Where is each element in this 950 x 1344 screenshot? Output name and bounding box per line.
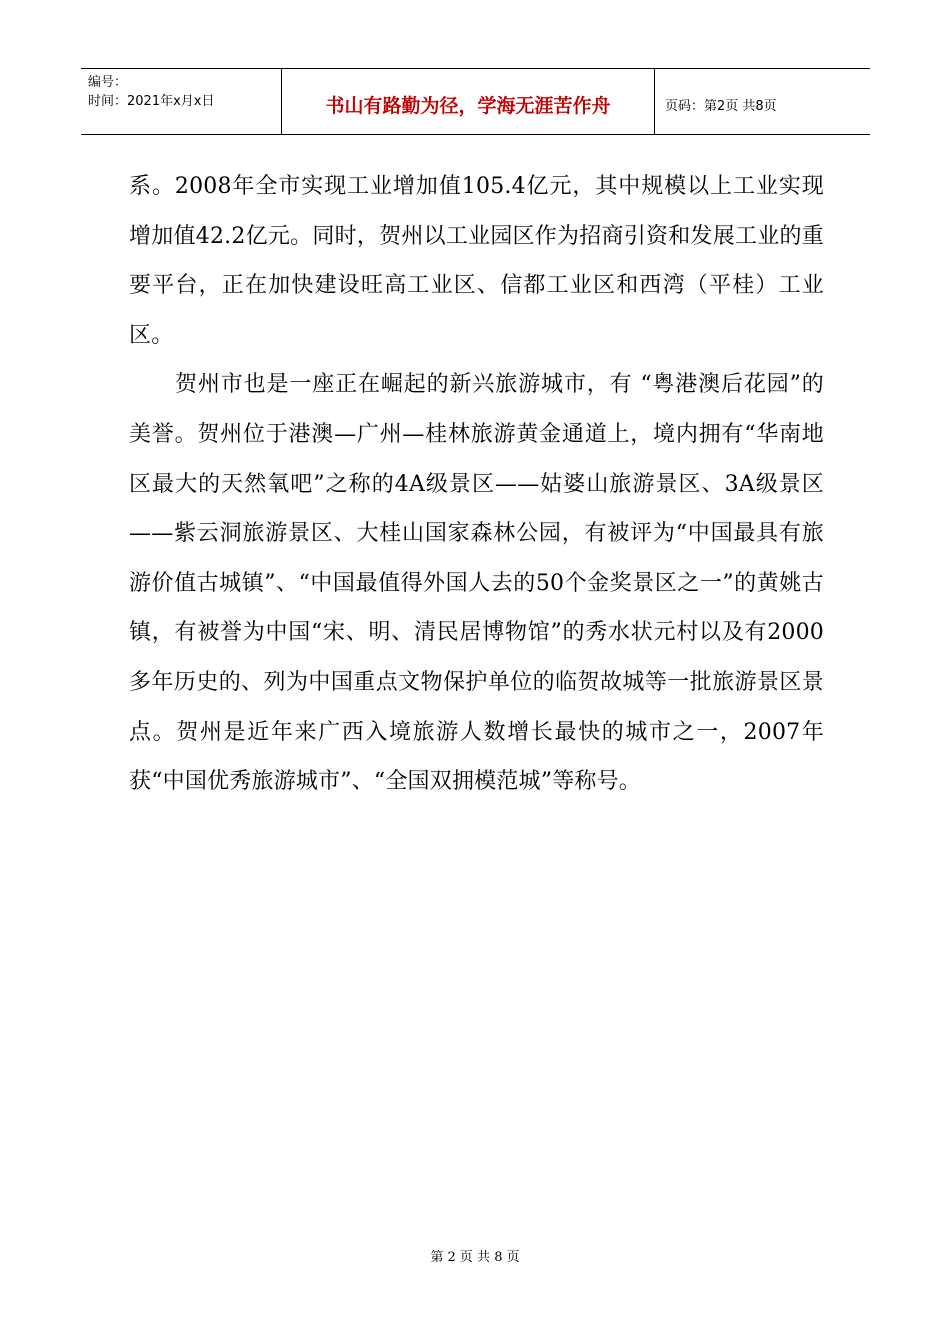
page-info: 页码：第2页 共8页 xyxy=(665,99,777,114)
page-header xyxy=(81,68,870,135)
header-page-cell xyxy=(655,69,870,134)
paragraph-tourism: 贺州市也是一座正在崛起的新兴旅游城市，有 “粤港澳后花园”的美誉。贺州位于港澳—广州—桂林旅游黄金通道上，境内拥有“华南地区最大的天然氧吧”之称的4A级景区——姑婆山旅游景区、3A级景区——紫云洞旅游景区、大桂山国家森林公园，有被评为“中国最具有旅游价值古城镇”、“中国最值得外国人去的50个金奖景区之一”的黄姚古镇，有被誉为中国“宋、明、清民居博物馆”的秀水状元村以及有2000多年历史的、列为中国重点文物保护单位的临贺故城等一批旅游景区景点。贺州是近年来广西入境旅游人数增长最快的城市之一，2007年获“中国优秀旅游城市”、“全国双拥模范城”等称号。 xyxy=(129,372,824,795)
motto-text: 书山有路勤为径，学海无涯苦作舟 xyxy=(325,95,611,117)
header-motto-cell xyxy=(282,69,655,134)
serial-number-label: 编号： xyxy=(88,75,128,90)
paragraph-industry: 系。2008年全市实现工业增加值105.4亿元，其中规模以上工业实现增加值42.2亿元。同时，贺州以工业园区作为招商引资和发展工业的重要平台，正在加快建设旺高工业区、信都工业区和西湾（平桂）工业区。 xyxy=(129,174,824,348)
header-meta xyxy=(81,69,282,134)
date-label: 时间：2021年x月x日 xyxy=(88,94,215,109)
document-body xyxy=(129,162,824,807)
page-footer: 第 2 页 共 8 页 xyxy=(430,1250,520,1265)
